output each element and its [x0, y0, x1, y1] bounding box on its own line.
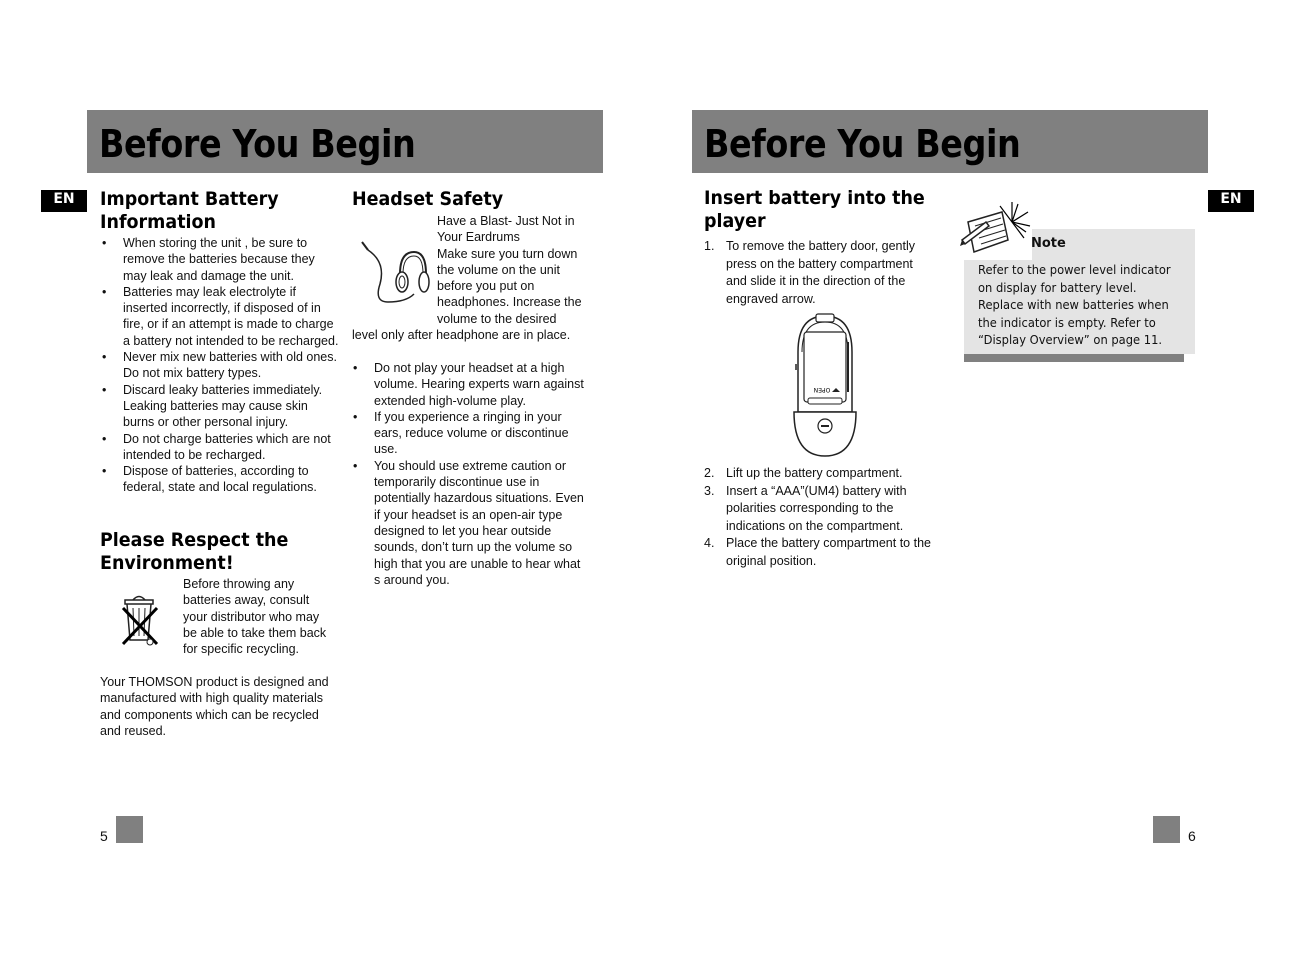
list-item: [704, 238, 932, 308]
headset-intro-line: Your Eardrums: [437, 230, 520, 245]
environment-heading: [100, 529, 288, 575]
headset-intro-line: the volume on the unit: [437, 262, 560, 277]
step-text: Insert a “AAA”(UM4) battery with polarities corresponding to the indications on the compartment.: [726, 483, 907, 533]
environment-intro-line: batteries away, consult: [183, 593, 310, 608]
environment-intro: [183, 576, 343, 657]
environment-heading-line1: Please Respect the: [100, 529, 289, 551]
step-text: Lift up the battery compartment.: [726, 466, 903, 480]
note-shadow-bottom: [964, 354, 1184, 362]
insert-steps: [704, 465, 938, 570]
list-item: • Discard leaky batteries immediately. Leaking batteries may cause skin burns or other personal injury.: [101, 382, 341, 431]
left-page-number: 5: [100, 828, 108, 844]
step-number: 3.: [704, 483, 715, 498]
headset-intro-tail: level only after headphone are in place.: [352, 328, 571, 342]
battery-list: [101, 235, 341, 496]
insert-step-1: [704, 238, 932, 308]
note-pen-paper-icon: [958, 200, 1032, 260]
headset-intro-line: headphones. Increase the: [437, 295, 582, 310]
environment-intro-line: your distributor who may: [183, 609, 320, 624]
left-language-tab: EN: [41, 190, 87, 212]
note-text: [978, 261, 1175, 349]
right-banner: [692, 110, 1208, 173]
right-page-title: Before You Begin: [704, 122, 1021, 166]
headphones-icon: [358, 240, 430, 306]
environment-intro-line: for specific recycling.: [183, 642, 300, 657]
headset-intro-line: before you put on: [437, 279, 535, 294]
note-label: Note: [1031, 236, 1066, 251]
list-item: • Batteries may leak electrolyte if inserted incorrectly, if disposed of in fire, or if an attempt is made to charge a battery not intended to be recharged.: [101, 284, 341, 349]
step-text: To remove the battery door, gently press on the battery compartment and slide it in the direction of the engraved arrow.: [726, 239, 915, 306]
step-number: 4.: [704, 536, 715, 550]
recycle-bin-icon: [117, 590, 163, 648]
left-page-title: Before You Begin: [99, 122, 416, 166]
insert-heading-line1: Insert battery into the: [704, 187, 925, 209]
environment-paragraph: Your THOMSON product is designed and manufactured with high quality materials and components which can be recycled and reused.: [100, 675, 329, 738]
player-device-illustration: [790, 312, 860, 460]
list-item: • When storing the unit , be sure to remove the batteries because they may leak and damage the unit.: [101, 235, 341, 284]
step-number: 1.: [704, 239, 715, 253]
open-label: OPEN: [813, 386, 831, 393]
headset-intro-line: volume to the desired: [437, 311, 557, 326]
list-item: • If you experience a ringing in your ears, reduce volume or discontinue use.: [352, 409, 590, 458]
headset-heading: Headset Safety: [352, 188, 504, 210]
battery-heading-line2: Information: [100, 211, 217, 233]
battery-heading: [100, 188, 279, 234]
environment-heading-line2: Environment!: [100, 552, 234, 574]
list-item: • Do not play your headset at a high volume. Hearing experts warn against extended high-volume play.: [352, 360, 590, 409]
note-line: Replace with new batteries when the indicator is empty. Refer to “Display Overview” on page 11.: [978, 297, 1169, 348]
left-page-marker: [116, 816, 143, 843]
left-banner: [87, 110, 603, 173]
step-number: 2.: [704, 466, 715, 480]
headset-intro-line: Make sure you turn down: [437, 246, 578, 261]
headset-list: [352, 360, 590, 588]
list-item: • Never mix new batteries with old ones. Do not mix battery types.: [101, 349, 341, 382]
list-item: [704, 483, 938, 536]
list-item: [704, 535, 938, 570]
list-item: • Do not charge batteries which are not intended to be recharged.: [101, 431, 341, 464]
insert-heading-line2: player: [704, 210, 766, 232]
list-item: [704, 465, 938, 483]
right-page-number: 6: [1188, 828, 1196, 844]
headset-intro: [437, 213, 597, 327]
environment-intro-line: be able to take them back: [183, 625, 327, 640]
note-line: Refer to the power level indicator on display for battery level.: [978, 262, 1171, 295]
headset-intro-line: Have a Blast- Just Not in: [437, 214, 575, 228]
right-page-marker: [1153, 816, 1180, 843]
step-text: Place the battery compartment to the original position.: [726, 536, 931, 568]
battery-heading-line1: Important Battery: [100, 188, 279, 210]
list-item: • You should use extreme caution or temporarily discontinue use in potentially hazardous situations. Even if your headset is an open-air type designed to let you hear outside sounds, don’t turn up the volume so high that you are unable to hear what s around you.: [352, 458, 590, 588]
right-language-tab: EN: [1208, 190, 1254, 212]
list-item: • Dispose of batteries, according to federal, state and local regulations.: [101, 463, 341, 496]
insert-battery-heading: [704, 187, 925, 233]
environment-intro-line: Before throwing any: [183, 577, 295, 591]
